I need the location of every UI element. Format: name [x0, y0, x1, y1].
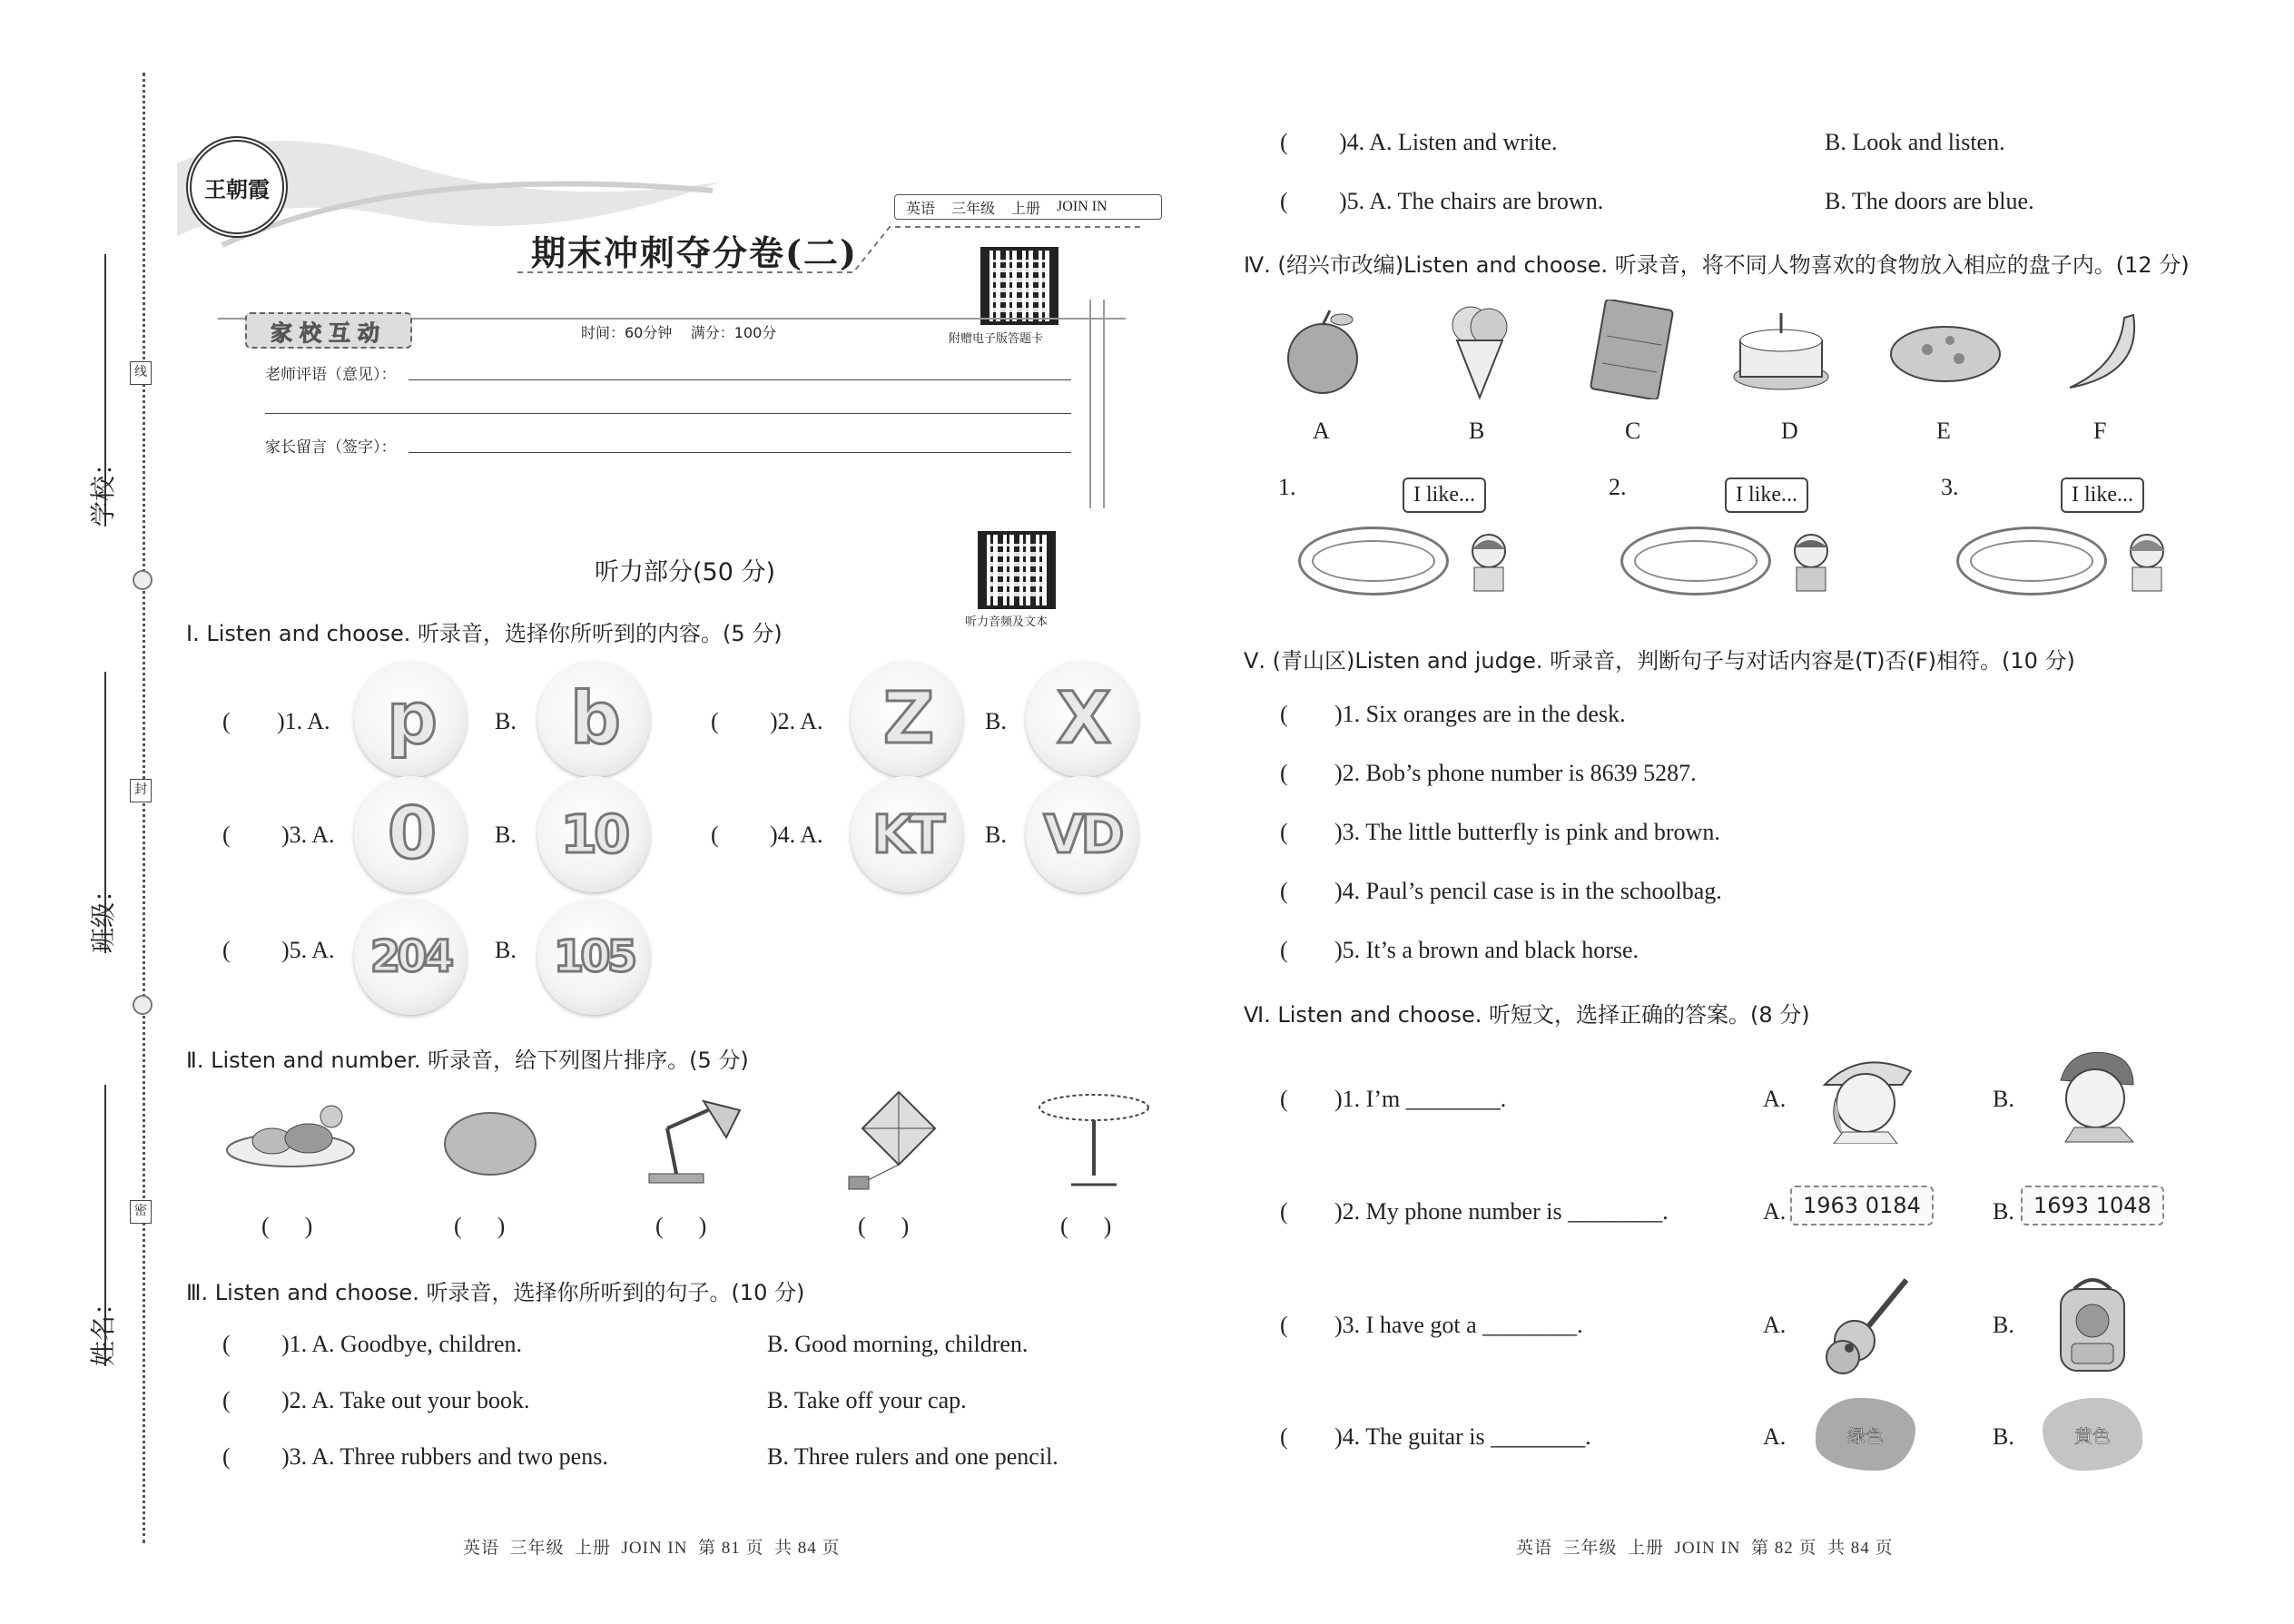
class-field[interactable]: [84, 672, 120, 953]
listening-heading: 听力部分(50 分): [595, 558, 776, 586]
answer-paren[interactable]: (: [222, 1443, 231, 1470]
answer-paren[interactable]: (: [1280, 1423, 1288, 1450]
part2-answer-3[interactable]: ( ): [655, 1213, 707, 1239]
food-label-d: D: [1781, 418, 1798, 444]
brand-logo: [186, 136, 288, 238]
plate-1[interactable]: [1298, 527, 1449, 595]
plate-2[interactable]: [1620, 527, 1771, 595]
part2-answer-1[interactable]: ( ): [261, 1213, 313, 1239]
part6-q2-option-a[interactable]: 1963 0184: [1790, 1186, 1934, 1225]
plate-1-speech: I like...: [1403, 477, 1486, 513]
part1-q4-option-a[interactable]: KT: [851, 776, 963, 892]
girl-1-icon: [1462, 531, 1516, 595]
school-label: 学校：: [88, 449, 118, 527]
seal-char-1: 线: [130, 361, 152, 385]
binding-circle-1: [133, 570, 153, 590]
answer-paren[interactable]: (: [1280, 819, 1288, 845]
answer-paren[interactable]: (: [1280, 937, 1288, 963]
part6-q4: )4. The guitar is ________.: [1334, 1423, 1591, 1450]
part3-q1-a: )1. A. Goodbye, children.: [281, 1331, 523, 1357]
part1-q2-num: )2. A.: [770, 708, 823, 734]
footer-right: 英语 三年级 上册 JOIN IN 第 82 页 共 84 页: [1516, 1539, 1894, 1558]
plate-3[interactable]: [1956, 527, 2107, 595]
part6-q4-b-label: B.: [1993, 1423, 2014, 1450]
part3-title: Ⅲ. Listen and choose. 听录音，选择你所听到的句子。(10 分): [186, 1280, 805, 1305]
b-label: B.: [495, 708, 517, 734]
part3-q4-b: B. Look and listen.: [1825, 129, 2005, 155]
part1-q5-option-b[interactable]: 105: [537, 899, 650, 1015]
answer-paren[interactable]: (: [1280, 188, 1288, 214]
time-info: 时间：60分钟 满分：100分: [581, 324, 777, 341]
part6-q4-option-b[interactable]: [2043, 1398, 2142, 1471]
boy-icon: [1784, 531, 1838, 595]
part6-q1: )1. I’m ________.: [1334, 1086, 1507, 1112]
part6-q3-b-label: B.: [1993, 1312, 2014, 1338]
part1-title: Ⅰ. Listen and choose. 听录音，选择你所听到的内容。(5 分): [186, 621, 783, 646]
part1-q2-option-b[interactable]: X: [1026, 661, 1138, 777]
food-label-e: E: [1936, 418, 1951, 444]
b-label: B.: [985, 822, 1007, 848]
part3-q3-b: B. Three rulers and one pencil.: [767, 1443, 1058, 1470]
desk-lamp-icon: [640, 1088, 758, 1187]
plate-3-num: 3.: [1941, 474, 1959, 500]
food-label-a: A: [1313, 418, 1330, 444]
part3-q4-a: )4. A. Listen and write.: [1339, 129, 1558, 155]
food-plate-icon: [222, 1100, 359, 1182]
green-paint-label: 绿色: [1847, 1424, 1884, 1447]
part3-q1-b: B. Good morning, children.: [767, 1331, 1029, 1357]
banana-icon: [2056, 310, 2147, 397]
part4-title: Ⅳ. (绍兴市改编)Listen and choose. 听录音，将不同人物喜欢的食物放入相应的盘子内。(12 分): [1244, 252, 2190, 278]
part1-q3-option-a[interactable]: 0: [354, 776, 467, 892]
backpack-icon[interactable]: [2052, 1275, 2133, 1375]
part1-q3-option-b[interactable]: 10: [537, 776, 650, 892]
answer-paren[interactable]: (: [222, 708, 231, 734]
cake-icon: [1729, 304, 1834, 395]
part6-q2-a-label: A.: [1763, 1198, 1787, 1225]
food-label-f: F: [2093, 418, 2107, 444]
part6-q4-a-label: A.: [1763, 1423, 1787, 1450]
tag-grade: 三年级: [951, 199, 996, 217]
subject-tags: [894, 194, 1162, 220]
parent-comment-line[interactable]: [409, 452, 1071, 453]
girl-2-icon: [2120, 531, 2174, 595]
answer-paren[interactable]: (: [1280, 760, 1288, 786]
tag-subject: 英语: [906, 199, 936, 217]
b-label: B.: [495, 937, 517, 963]
ice-cream-icon: [1443, 300, 1516, 399]
audio-qr-icon[interactable]: [978, 531, 1056, 609]
tag-volume: 上册: [1011, 199, 1041, 217]
answer-paren[interactable]: (: [1280, 1312, 1288, 1338]
b-label: B.: [495, 822, 517, 848]
chocolate-icon: [1589, 300, 1675, 399]
b-label: B.: [985, 708, 1007, 734]
tag-book: JOIN IN: [1057, 199, 1108, 214]
girl-cap-icon[interactable]: [1816, 1048, 1915, 1144]
part5-q2: )2. Bob’s phone number is 8639 5287.: [1334, 760, 1697, 786]
part1-q1-num: )1. A.: [277, 708, 330, 734]
egg-icon: [440, 1107, 540, 1180]
seal-char-3: 密: [130, 1200, 152, 1224]
part5-q1: )1. Six oranges are in the desk.: [1334, 701, 1626, 727]
part3-q5-b: B. The doors are blue.: [1825, 188, 2034, 214]
part1-q1-option-b[interactable]: b: [537, 661, 650, 777]
teacher-comment-line-1[interactable]: [409, 379, 1071, 380]
answer-paren[interactable]: (: [222, 1387, 231, 1413]
answer-paren[interactable]: (: [1280, 1198, 1288, 1225]
part1-q4-option-b[interactable]: VD: [1026, 776, 1138, 892]
kite-icon: [844, 1088, 944, 1192]
part2-title: Ⅱ. Listen and number. 听录音，给下列图片排序。(5 分): [186, 1048, 749, 1073]
part6-q3: )3. I have got a ________.: [1334, 1312, 1583, 1338]
page-title: 期末冲刺夺分卷(二): [531, 232, 858, 273]
part2-answer-2[interactable]: ( ): [454, 1213, 506, 1239]
logo-text: 王朝霞: [204, 175, 270, 202]
name-label: 姓名：: [88, 1289, 118, 1366]
home-school-label: 家校互动: [245, 312, 412, 349]
part2-answer-4[interactable]: ( ): [858, 1213, 910, 1239]
pizza-icon: [1886, 318, 2004, 390]
answer-paren[interactable]: (: [222, 822, 231, 848]
plate-1-num: 1.: [1278, 474, 1296, 500]
part3-q2-b: B. Take off your cap.: [767, 1387, 967, 1413]
part6-q1-b-label: B.: [1993, 1086, 2014, 1112]
part5-title: Ⅴ. (青山区)Listen and judge. 听录音，判断句子与对话内容是(T)否(F)相符。(10 分): [1244, 648, 2075, 674]
answer-paren[interactable]: (: [1280, 878, 1288, 904]
answer-paren[interactable]: (: [1280, 701, 1288, 727]
answer-paren[interactable]: (: [222, 1331, 231, 1357]
answer-paren[interactable]: (: [1280, 129, 1288, 155]
food-label-b: B: [1469, 418, 1485, 444]
answer-paren[interactable]: (: [1280, 1086, 1288, 1112]
part3-q3-a: )3. A. Three rubbers and two pens.: [281, 1443, 608, 1470]
round-table-icon: [1035, 1089, 1153, 1194]
part6-q4-option-a[interactable]: [1816, 1398, 1915, 1471]
plate-2-num: 2.: [1609, 474, 1627, 500]
part5-q5: )5. It’s a brown and black horse.: [1334, 937, 1639, 963]
guitar-icon[interactable]: [1820, 1275, 1911, 1375]
answer-paren[interactable]: (: [711, 822, 719, 848]
part3-q2-a: )2. A. Take out your book.: [281, 1387, 530, 1413]
apple-icon: [1280, 309, 1366, 395]
boy-face-icon[interactable]: [2043, 1044, 2142, 1144]
part1-q3-num: )3. A.: [281, 822, 335, 848]
food-label-c: C: [1625, 418, 1641, 444]
plate-2-speech: I like...: [1725, 477, 1808, 513]
part6-q2: )2. My phone number is ________.: [1334, 1198, 1669, 1225]
parent-comment-label: 家长留言（签字）：: [265, 438, 397, 457]
part1-q5-num: )5. A.: [281, 937, 335, 963]
part1-q5-option-a[interactable]: 204: [354, 899, 467, 1015]
part5-q4: )4. Paul’s pencil case is in the schoolbag.: [1334, 878, 1722, 904]
part6-q3-a-label: A.: [1763, 1312, 1787, 1338]
class-label: 班级：: [88, 876, 118, 953]
yellow-paint-label: 黄色: [2074, 1424, 2111, 1447]
part6-q1-a-label: A.: [1763, 1086, 1787, 1112]
part1-q2-option-a[interactable]: Z: [851, 661, 963, 777]
audio-qr-caption: 听力音频及文本: [965, 615, 1049, 629]
answer-paren[interactable]: (: [222, 937, 231, 963]
part3-q5-a: )5. A. The chairs are brown.: [1339, 188, 1604, 214]
answer-paren[interactable]: (: [711, 708, 719, 734]
binding-dotted-line: [143, 73, 145, 1543]
binding-circle-2: [133, 995, 153, 1015]
part6-title: Ⅵ. Listen and choose. 听短文，选择正确的答案。(8 分): [1244, 1002, 1810, 1028]
part6-q2-b-label: B.: [1993, 1198, 2014, 1225]
plate-3-speech: I like...: [2061, 477, 2144, 513]
part1-q1-option-a[interactable]: p: [354, 661, 467, 777]
footer-left: 英语 三年级 上册 JOIN IN 第 81 页 共 84 页: [463, 1539, 841, 1558]
teacher-comment-line-2[interactable]: [265, 413, 1071, 414]
answer-sheet-qr-caption: 附赠电子版答题卡: [949, 332, 1044, 346]
part5-q3: )3. The little butterfly is pink and brown.: [1334, 819, 1720, 845]
seal-char-2: 封: [130, 779, 152, 802]
part1-q4-num: )4. A.: [770, 822, 823, 848]
teacher-comment-label: 老师评语（意见）：: [265, 366, 397, 384]
part6-q2-option-b[interactable]: 1693 1048: [2021, 1186, 2164, 1225]
school-field[interactable]: [84, 254, 120, 527]
name-field[interactable]: [84, 1085, 120, 1366]
part2-answer-5[interactable]: ( ): [1060, 1213, 1112, 1239]
